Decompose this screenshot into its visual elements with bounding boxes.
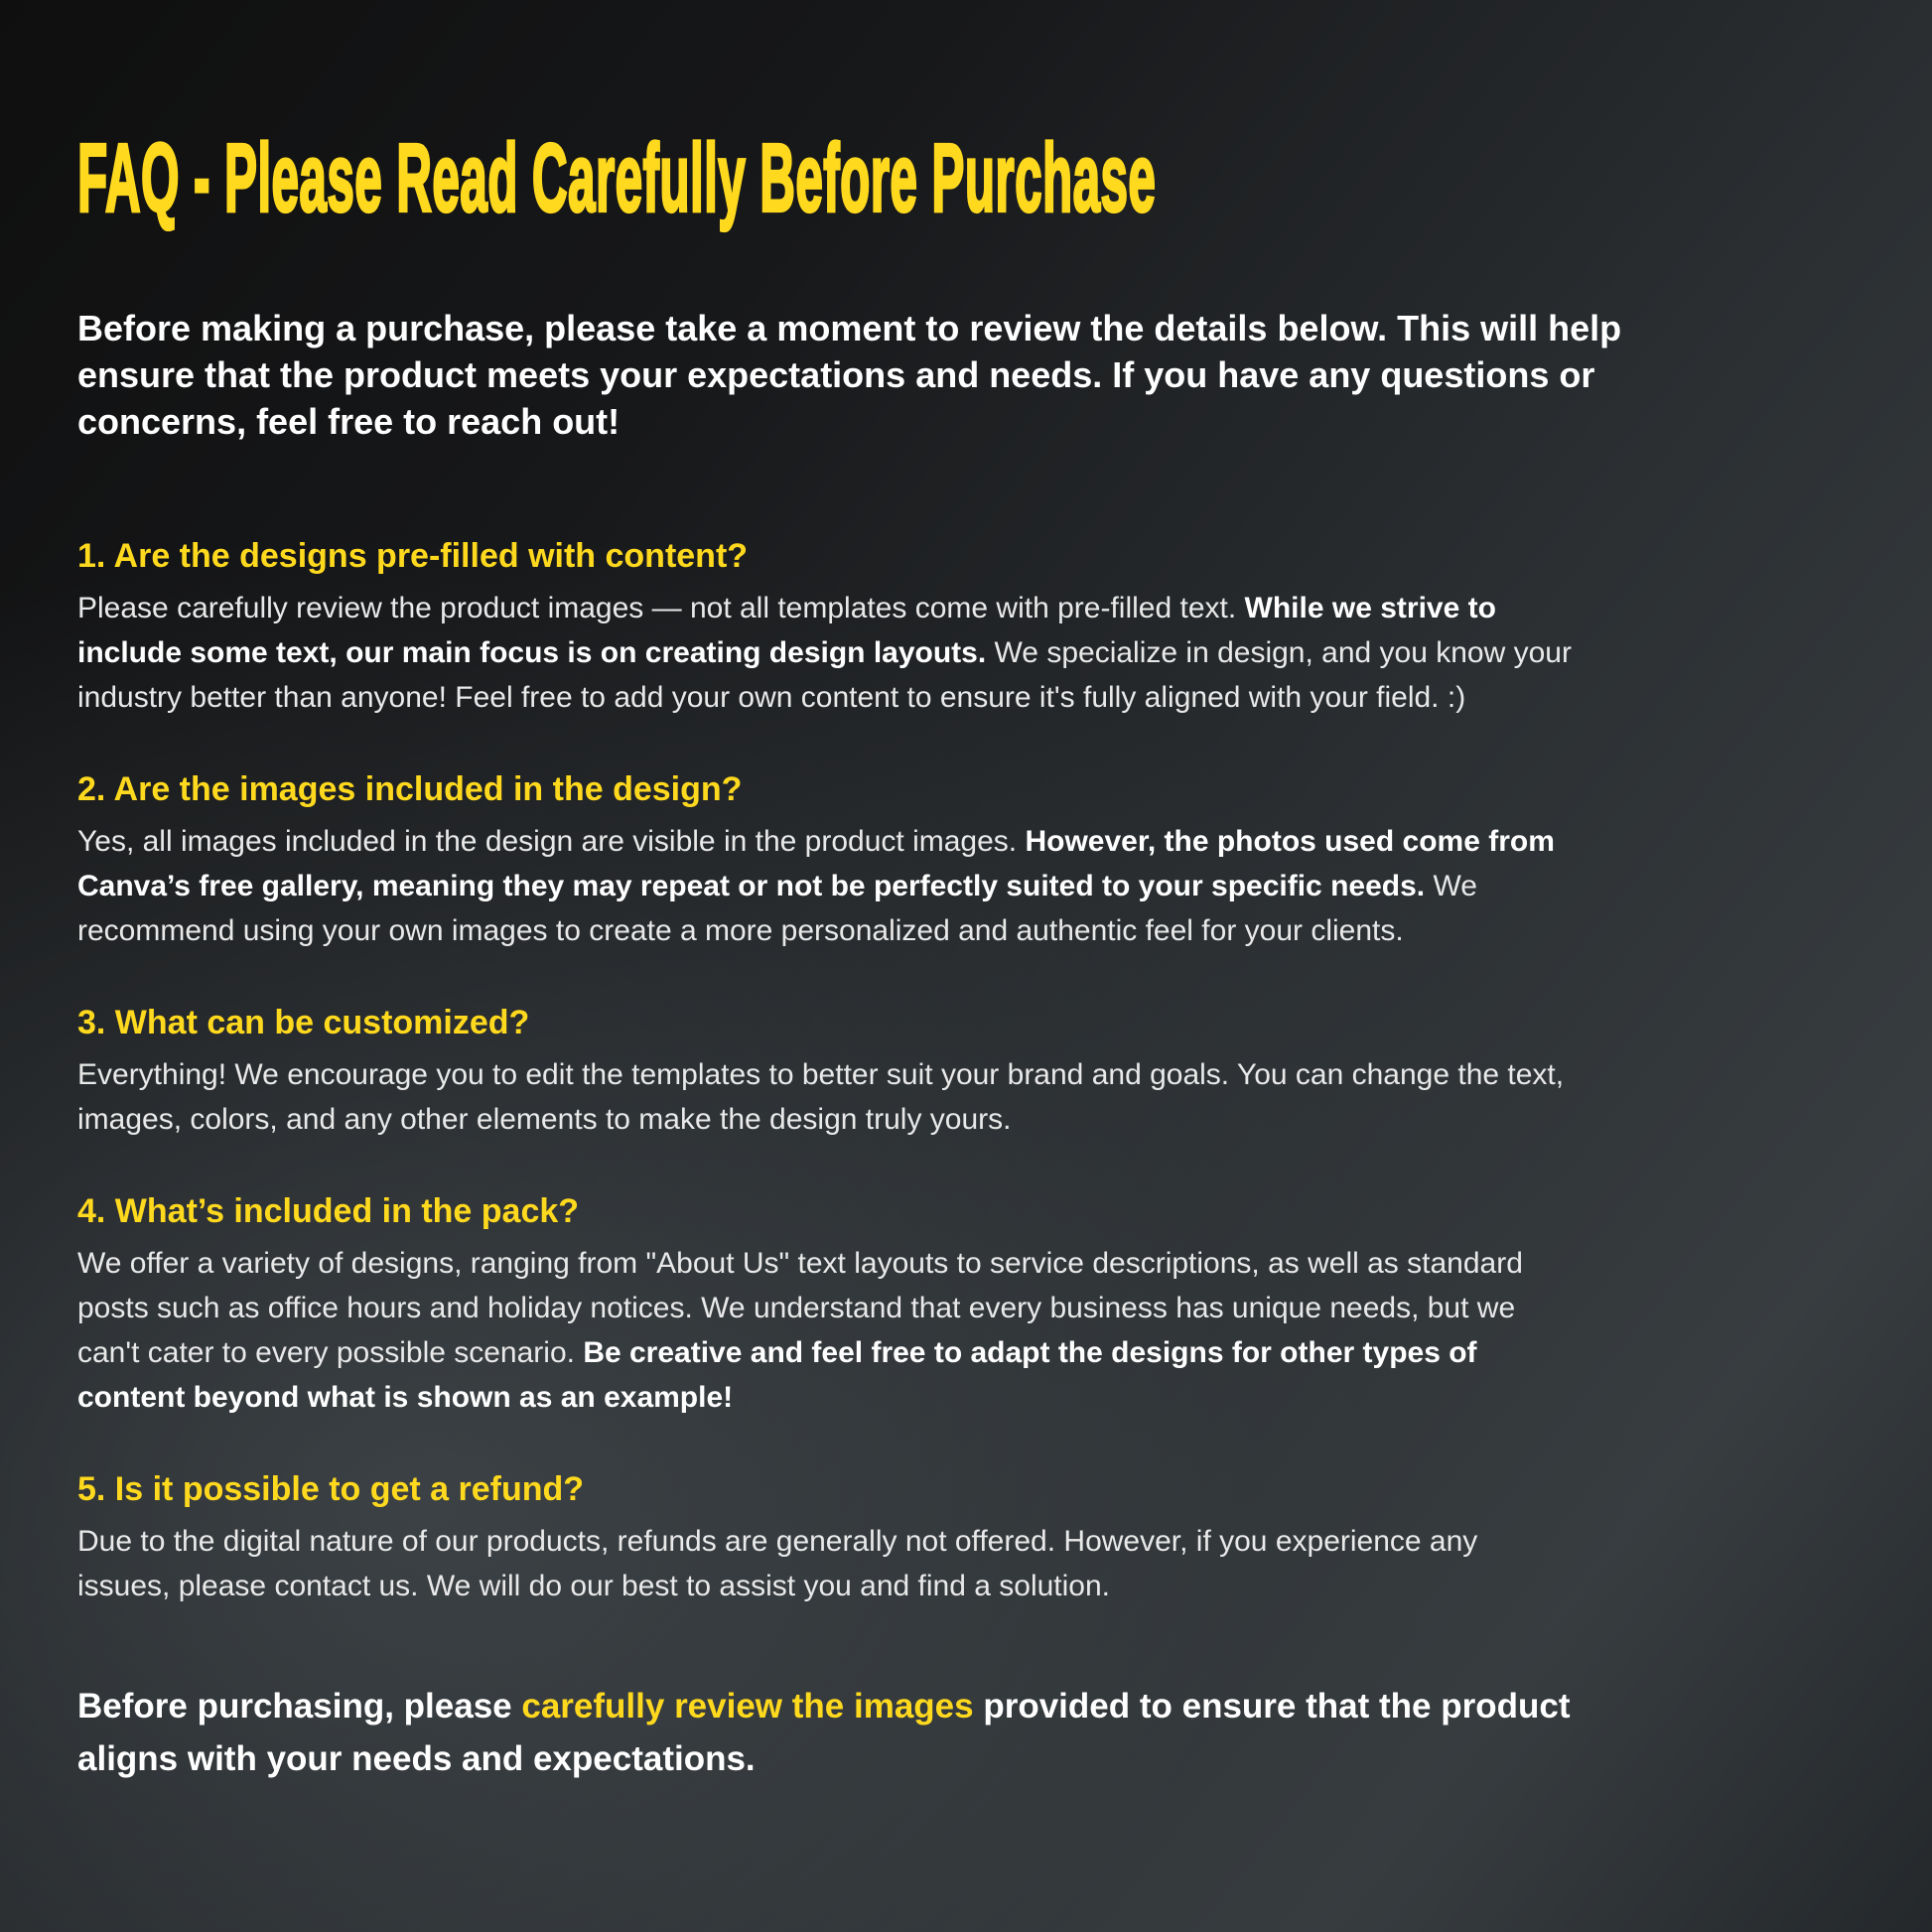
faq-section: [77, 767, 1872, 953]
body-text: posts such as office hours and holiday notices. We understand that every business has unique needs, but we: [77, 1292, 1516, 1324]
bold-text: content beyond what is shown as an example!: [77, 1381, 734, 1414]
page-title-text: FAQ - Please Read Carefully Before Purchase: [77, 123, 1157, 231]
body-text: We: [1425, 870, 1477, 902]
body-text: Due to the digital nature of our products, refunds are generally not offered. However, if you experience any: [77, 1525, 1478, 1558]
body-text: images, colors, and any other elements to make the design truly yours.: [77, 1103, 1012, 1136]
section-answer: [77, 1519, 1872, 1608]
faq-section: [77, 1467, 1872, 1608]
body-text: concerns, feel free to reach out!: [77, 401, 621, 442]
bold-text: include some text, our main focus is on creating design layouts.: [77, 636, 987, 669]
faq-section-list: [77, 534, 1872, 1608]
section-heading: 2. Are the images included in the design?: [77, 770, 743, 808]
section-answer: [77, 586, 1872, 720]
body-text: industry better than anyone! Feel free to add your own content to ensure it's fully aligned with your field. :): [77, 681, 1466, 714]
body-text: Please carefully review the product images — not all templates come with pre-filled text.: [77, 592, 1245, 624]
body-text: recommend using your own images to create a more personalized and authentic feel for your clients.: [77, 914, 1404, 947]
section-heading: 1. Are the designs pre-filled with content?: [77, 537, 749, 575]
bold-text: Canva’s free gallery, meaning they may repeat or not be perfectly suited to your specific needs.: [77, 870, 1426, 902]
section-heading: 4. What’s included in the pack?: [77, 1192, 580, 1230]
body-text: can't cater to every possible scenario.: [77, 1336, 584, 1369]
body-text: We offer a variety of designs, ranging from "About Us" text layouts to service descriptions, as well as standard: [77, 1247, 1523, 1280]
bold-text: provided to ensure that the product: [973, 1687, 1571, 1725]
body-text: Everything! We encourage you to edit the templates to better suit your brand and goals. You can change the text,: [77, 1058, 1565, 1091]
bold-text: However, the photos used come from: [1025, 825, 1555, 858]
closing-note: [77, 1680, 1872, 1785]
body-text: Before making a purchase, please take a moment to review the details below. This will help: [77, 308, 1622, 348]
section-heading: 3. What can be customized?: [77, 1004, 530, 1041]
section-answer: [77, 1241, 1872, 1420]
faq-section: [77, 534, 1872, 720]
intro-paragraph: [77, 305, 1872, 445]
bold-text: Be creative and feel free to adapt the designs for other types of: [583, 1336, 1477, 1369]
bold-text: Before purchasing, please: [77, 1687, 522, 1725]
section-heading: 5. Is it possible to get a refund?: [77, 1470, 585, 1508]
section-answer: [77, 1052, 1872, 1142]
highlighted-text: carefully review the images: [521, 1687, 974, 1725]
page-title: [77, 123, 1872, 231]
bold-text: While we strive to: [1244, 592, 1496, 624]
body-text: We specialize in design, and you know your: [986, 636, 1572, 669]
section-answer: [77, 819, 1872, 953]
body-text: Yes, all images included in the design are visible in the product images.: [77, 825, 1026, 858]
body-text: ensure that the product meets your expectations and needs. If you have any questions or: [77, 354, 1595, 395]
bold-text: aligns with your needs and expectations.: [77, 1739, 756, 1778]
body-text: issues, please contact us. We will do our best to assist you and find a solution.: [77, 1570, 1111, 1602]
faq-section: [77, 1189, 1872, 1420]
faq-section: [77, 1001, 1872, 1142]
